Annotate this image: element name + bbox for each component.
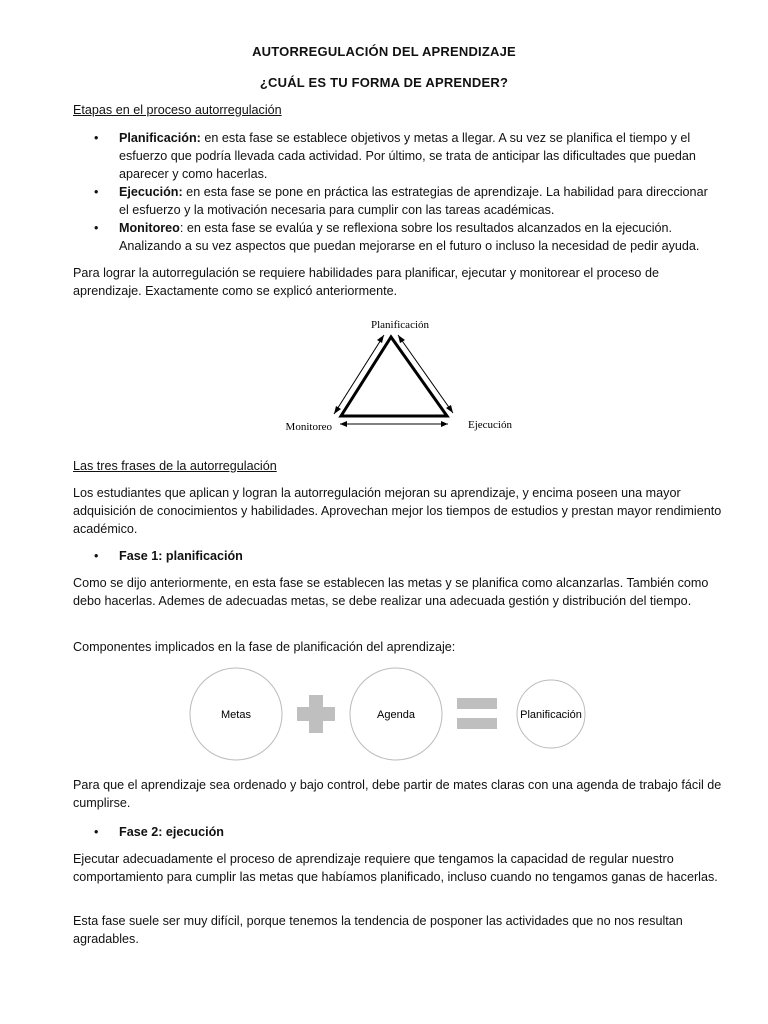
bullet-icon: • [94,221,99,235]
arrowhead-icon [446,405,453,413]
paragraph-phase1: Como se dijo anteriormente, en esta fase se establecen las metas y se planifica como alcanzarlas. También como debo hacerlas. Ademes de adecuadas metas, se debe realizar una adecuada gestión y distribución del tiempo. [73,576,709,608]
stage-item-monitoreo [119,219,719,255]
paragraph-students: Los estudiantes que aplican y logran la autorregulación mejoran su aprendizaje, y encima poseen una mayor adquisición de conocimientos y habilidades. Aprovechan mejor los tiempos de estudios y prestan mayor rendimiento académico. [73,486,722,536]
arrow-right-edge [398,335,453,413]
triangle-shape [341,337,447,416]
phase-1-label: Fase 1: planificación [119,549,243,563]
cycle-label-top: Planificación [370,319,430,331]
paragraph-requirements: Para lograr la autorregulación se requiere habilidades para planificar, ejecutar y monitorear el proceso de aprendizaje. Exactamente como se explicó anteriormente. [73,266,659,298]
bullet-icon: • [94,825,99,839]
section-heading-stages: Etapas en el proceso autorregulación [73,103,282,117]
arrowhead-icon [377,335,384,343]
bullet-icon: • [94,185,99,199]
circle-label-planificacion: Planificación [520,709,582,721]
cycle-label-left: Monitoreo [285,421,332,433]
arrowhead-icon [398,335,405,343]
phase-2-label: Fase 2: ejecución [119,825,224,839]
paragraph-phase2: Ejecutar adecuadamente el proceso de aprendizaje requiere que tengamos la capacidad de regular nuestro comportamiento para cumplir las metas que habíamos planificado, incluso cuando no tengamos ganas de hacerlas. [73,852,718,884]
stage-text: en esta fase se pone en práctica las estrategias de aprendizaje. La habilidad para direccionar el esfuerzo y la motivación necesaria para cumplir con las tareas académicas. [119,185,708,217]
stage-item-ejecucion [119,183,719,219]
stage-term: Monitoreo [119,221,180,235]
circle-label-metas: Metas [221,709,251,721]
cycle-diagram [280,310,512,440]
document-subtitle: ¿CUÁL ES TU FORMA DE APRENDER? [259,75,509,90]
arrowhead-icon [340,421,347,427]
stage-item-planificacion [119,129,719,183]
stage-text: en esta fase se establece objetivos y metas a llegar. A su vez se planifica el tiempo y el esfuerzo que podría llevada cada actividad. Por último, se trata de anticipar las dificultades que puedan aparecer y como hacerlas. [119,131,696,181]
paragraph-components: Componentes implicados en la fase de planificación del aprendizaje: [73,640,456,654]
stage-term: Planificación: [119,131,201,145]
section-heading-phases: Las tres frases de la autorregulación [73,459,277,473]
paragraph-difficulty: Esta fase suele ser muy difícil, porque tenemos la tendencia de posponer las actividades que no nos resultan agradables. [73,914,683,946]
paragraph-order: Para que el aprendizaje sea ordenado y bajo control, debe partir de mates claras con una agenda de trabajo fácil de cumplirse. [73,778,722,810]
document-title: AUTORREGULACIÓN DEL APRENDIZAJE [252,44,516,59]
bullet-icon: • [94,131,99,145]
arrowhead-icon [441,421,448,427]
planning-equation-diagram [186,667,586,763]
arrow-left-edge [334,335,384,414]
arrowhead-icon [334,406,341,414]
bullet-icon: • [94,549,99,563]
stage-text: : en esta fase se evalúa y se reflexiona sobre los resultados alcanzados en la ejecución. Analizando a su vez aspectos que puedan mejorarse en el futuro o incluso la necesidad de pedir ayuda. [119,221,700,253]
plus-icon [297,695,335,733]
equals-icon [457,698,497,729]
circle-label-agenda: Agenda [377,709,415,721]
cycle-label-right: Ejecución [468,419,512,431]
stage-term: Ejecución: [119,185,183,199]
